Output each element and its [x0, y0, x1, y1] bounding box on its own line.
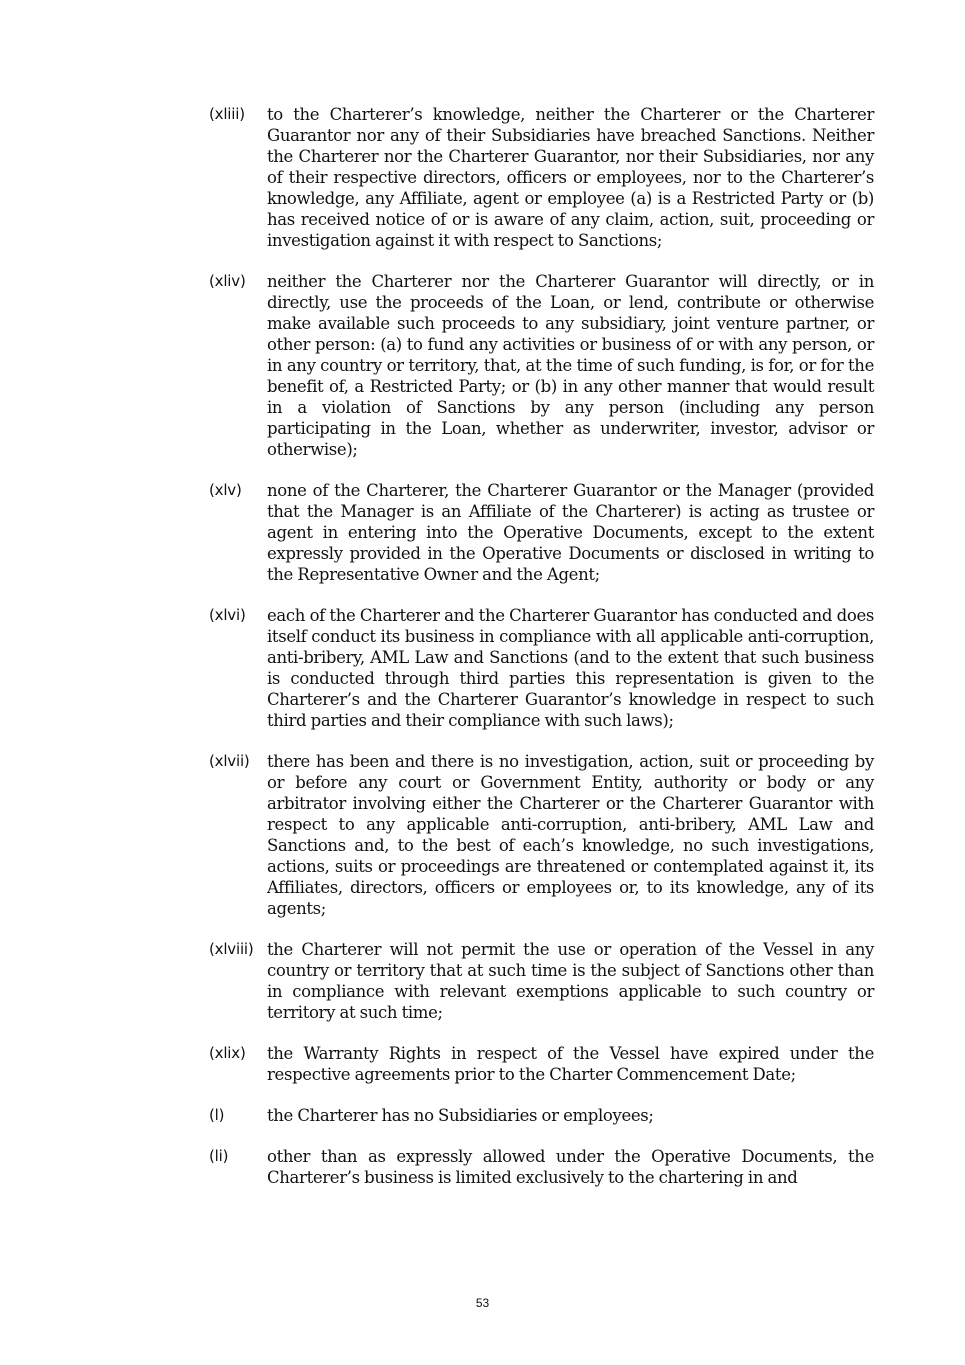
clause-number: (xliv) [209, 272, 246, 290]
clause-text: there has been and there is no investigation, action, suit or proceeding by or before any court or Government Entity, authority or body or any arbitrator involving either the Charterer or the Charterer Guarantor with respect to any applicable anti-corruption, anti-bribery, AML Law and Sanctions and, to the best of each’s knowledge, no such investigations, actions, suits or proceedings are threatened or contemplated against it, its Affiliates, directors, officers or employees or, to its knowledge, any of its agents; [267, 752, 874, 918]
clause-text: each of the Charterer and the Charterer Guarantor has conducted and does itself conduct its business in compliance with all applicable anti-corruption, anti-bribery, AML Law and Sanctions (and to the extent that such business is conducted through third parties this representation is given to the Charterer’s and the Charterer Guarantor’s knowledge in respect to such third parties and their compliance with such laws); [267, 606, 874, 730]
clause-number: (xlv) [209, 481, 242, 499]
clause-list [209, 104, 874, 1208]
clause-text: the Charterer has no Subsidiaries or employees; [267, 1106, 654, 1125]
clause-xlvii [209, 751, 874, 919]
clause-xliii [209, 104, 874, 251]
clause-text: the Warranty Rights in respect of the Vessel have expired under the respective agreements prior to the Charter Commencement Date; [267, 1044, 874, 1084]
page-number: 53 [475, 1296, 490, 1310]
clause-number: (xlviii) [209, 940, 254, 958]
clause-number: (xlvi) [209, 606, 246, 624]
clause-text: none of the Charterer, the Charterer Guarantor or the Manager (provided that the Manager is an Affiliate of the Charterer) is acting as trustee or agent in entering into the Operative Documents, except to the extent expressly provided in the Operative Documents or disclosed in writing to the Representative Owner and the Agent; [267, 481, 874, 584]
clause-text: other than as expressly allowed under the Operative Documents, the Charterer’s business is limited exclusively to the chartering in and [267, 1147, 874, 1187]
clause-text: the Charterer will not permit the use or operation of the Vessel in any country or territory that at such time is the subject of Sanctions other than in compliance with relevant exemptions applicable to such country or territory at such time; [267, 940, 874, 1022]
clause-number: (xlvii) [209, 752, 250, 770]
clause-l [209, 1105, 874, 1126]
clause-number: (xlix) [209, 1044, 246, 1062]
clause-xlv [209, 480, 874, 585]
clause-xlvi [209, 605, 874, 731]
clause-number: (l) [209, 1106, 225, 1124]
clause-number: (li) [209, 1147, 229, 1165]
clause-text: to the Charterer’s knowledge, neither the Charterer or the Charterer Guarantor nor any of their Subsidiaries have breached Sanctions. Neither the Charterer nor the Charterer Guarantor, nor their Subsidiaries, nor any of their respective directors, officers or employees, nor to the Charterer’s knowledge, any Affiliate, agent or employee (a) is a Restricted Party or (b) has received notice of or is aware of any claim, action, suit, proceeding or investigation against it with respect to Sanctions; [267, 105, 874, 250]
clause-xlviii [209, 939, 874, 1023]
clause-li [209, 1146, 874, 1188]
clause-xliv [209, 271, 874, 460]
clause-xlix [209, 1043, 874, 1085]
clause-number: (xliii) [209, 105, 245, 123]
clause-text: neither the Charterer nor the Charterer Guarantor will directly, or in directly, use the proceeds of the Loan, or lend, contribute or otherwise make available such proceeds to any subsidiary, joint venture partner, or other person: (a) to fund any activities or business of or with any person, or in any country or territory, that, at the time of such funding, is for, or for the benefit of, a Restricted Party; or (b) in any other manner that would result in a violation of Sanctions by any person (including any person participating in the Loan, whether as underwriter, investor, advisor or otherwise); [267, 272, 874, 459]
